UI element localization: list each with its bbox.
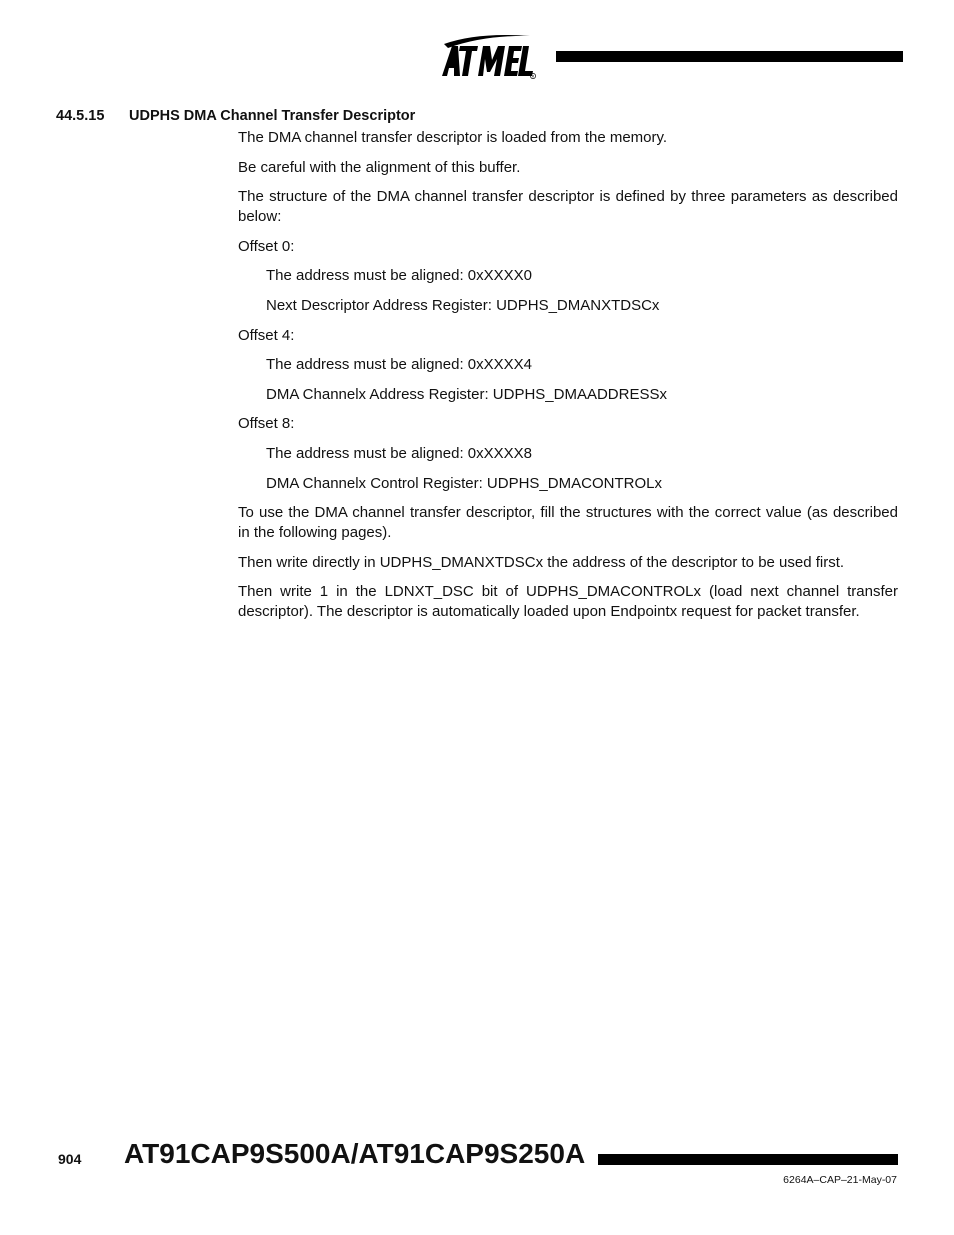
atmel-logo [438, 30, 538, 80]
section-heading [56, 108, 415, 124]
paragraph: Offset 0: [238, 237, 295, 255]
paragraph: Next Descriptor Address Register: UDPHS_DMANXTDSCx [266, 296, 660, 314]
body-text [238, 128, 898, 632]
section-number: 44.5.15 [56, 108, 105, 124]
header-rule [556, 51, 903, 62]
paragraph: To use the DMA channel transfer descriptor, fill the structures with the correct value (as described in the following pages). [238, 504, 898, 542]
paragraph: The DMA channel transfer descriptor is loaded from the memory. [238, 129, 668, 146]
paragraph: Then write 1 in the LDNXT_DSC bit of UDPHS_DMACONTROLx (load next channel transfer descriptor). The descriptor is automatically loaded upon Endpointx request for packet transfer. [238, 583, 898, 621]
page-number: 904 [58, 1151, 82, 1167]
paragraph: DMA Channelx Address Register: UDPHS_DMAADDRESSx [266, 385, 667, 403]
section-title: UDPHS DMA Channel Transfer Descriptor [129, 108, 416, 124]
paragraph: Offset 4: [238, 326, 295, 344]
svg-text:R: R [531, 74, 535, 79]
paragraph: The address must be aligned: 0xXXXX0 [266, 267, 532, 285]
paragraph: The address must be aligned: 0xXXXX8 [266, 444, 532, 462]
paragraph: The structure of the DMA channel transfer descriptor is defined by three parameters as described below: [238, 188, 898, 226]
paragraph: The address must be aligned: 0xXXXX4 [266, 356, 532, 374]
footer-rule [598, 1154, 898, 1165]
paragraph: Offset 8: [238, 415, 295, 433]
paragraph: DMA Channelx Control Register: UDPHS_DMACONTROLx [266, 474, 662, 492]
document-title: AT91CAP9S500A/AT91CAP9S250A [124, 1138, 586, 1169]
document-code: 6264A–CAP–21-May-07 [783, 1174, 897, 1186]
paragraph: Be careful with the alignment of this buffer. [238, 158, 521, 176]
paragraph: Then write directly in UDPHS_DMANXTDSCx the address of the descriptor to be used first. [238, 553, 845, 571]
